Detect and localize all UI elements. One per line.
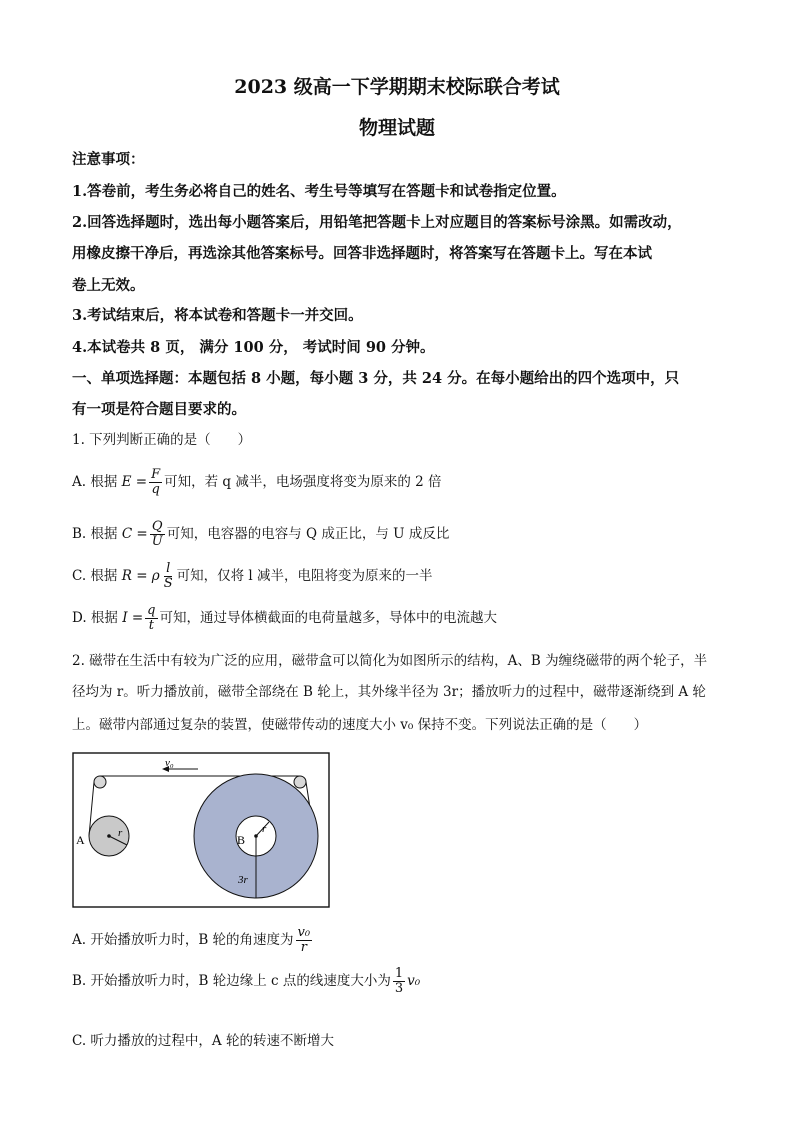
wheel-b-label: B xyxy=(237,833,246,847)
q1-d-fraction xyxy=(145,604,157,633)
q1-c-num: l xyxy=(166,561,171,576)
q2-a-text: A. 开始播放听力时，B 轮的角速度为 xyxy=(72,932,294,948)
wheel-a-label: A xyxy=(76,833,85,847)
q1-a-fraction xyxy=(149,468,162,497)
exam-subject: 物理试题 xyxy=(358,117,435,139)
q1-a-text: 可知，若 q 减半，电场强度将变为原来的 2 倍 xyxy=(164,474,442,490)
note-2-line-1: 2.回答选择题时，选出每小题答案后，用铅笔把答题卡上对应题目的答案标号涂黑。如需改动， xyxy=(72,214,682,231)
wheel-b-radius-label: r xyxy=(262,823,267,835)
right-guide-roller xyxy=(294,776,306,788)
notes-heading: 注意事项： xyxy=(72,151,145,168)
left-guide-roller xyxy=(94,776,106,788)
note-1: 1.答卷前，考生务必将自己的姓名、考生号等填写在答题卡和试卷指定位置。 xyxy=(72,183,566,200)
q1-c-fraction xyxy=(162,562,175,591)
q2-b-fraction xyxy=(393,967,405,996)
note-2-line-2: 用橡皮擦干净后，再选涂其他答案标号。回答非选择题时，将答案写在答题卡上。写在本试 xyxy=(72,245,652,262)
q1-c-lhs: R = ρ xyxy=(121,568,160,584)
q1-a-lhs: E = xyxy=(121,474,148,490)
tape-cassette-diagram xyxy=(72,752,330,908)
q1-d-text: 可知，通过导体横截面的电荷量越多，导体中的电流越大 xyxy=(159,610,497,626)
q1-b-prefix: B. 根据 xyxy=(72,526,118,542)
q1-b-lhs: C = xyxy=(121,526,148,542)
q1-b-text: 可知，电容器的电容与 Q 成正比，与 U 成反比 xyxy=(166,526,450,542)
q1-b-fraction xyxy=(150,520,165,549)
note-3: 3.考试结束后，将本试卷和答题卡一并交回。 xyxy=(72,307,363,324)
q1-d-den: t xyxy=(148,618,154,633)
q2-option-c: C. 听力播放的过程中，A 轮的转速不断增大 xyxy=(72,1033,334,1049)
section-1-line-2: 有一项是符合题目要求的。 xyxy=(72,401,246,418)
q1-a-num: F xyxy=(151,467,161,482)
q2-a-num: v₀ xyxy=(297,925,311,940)
q2-a-den: r xyxy=(300,940,307,955)
q1-a-den: q xyxy=(151,482,160,497)
q1-c-text: 可知，仅将 l 减半，电阻将变为原来的一半 xyxy=(176,568,433,584)
q2-a-fraction xyxy=(296,926,313,955)
q1-option-a xyxy=(72,468,724,497)
q1-c-prefix: C. 根据 xyxy=(72,568,118,584)
q1-option-b xyxy=(72,520,724,549)
q2-b-tail: v₀ xyxy=(407,973,421,989)
q1-option-d xyxy=(72,604,724,633)
q2-option-a xyxy=(72,926,724,955)
wheel-b-outer-radius-label: 3r xyxy=(238,874,248,886)
q1-d-lhs: I = xyxy=(122,610,144,626)
q2-stem-line-1: 2. 磁带在生活中有较为广泛的应用，磁带盒可以简化为如图所示的结构，A、B 为缠绕磁带的两个轮子，半 xyxy=(72,653,708,669)
q2-stem-line-3: 上。磁带内部通过复杂的装置，使磁带传动的速度大小 v₀ 保持不变。下列说法正确的是（ ） xyxy=(72,717,648,733)
q1-a-prefix: A. 根据 xyxy=(72,474,118,490)
q1-d-prefix: D. 根据 xyxy=(72,610,118,626)
q1-b-den: U xyxy=(151,534,163,549)
section-1-line-1: 一、单项选择题：本题包括 8 小题，每小题 3 分，共 24 分。在每小题给出的四个选项中，只 xyxy=(72,370,680,387)
velocity-label: v₀ xyxy=(165,757,174,769)
q2-stem-line-2: 径均为 r。听力播放前，磁带全部绕在 B 轮上，其外缘半径为 3r；播放听力的过程中，磁带逐渐绕到 A 轮 xyxy=(72,684,706,700)
q2-option-b xyxy=(72,967,724,996)
q2-b-num: 1 xyxy=(394,966,404,981)
q1-stem: 1. 下列判断正确的是（ ） xyxy=(72,432,252,448)
q1-c-den: S xyxy=(163,576,173,591)
q2-b-text: B. 开始播放听力时，B 轮边缘上 c 点的线速度大小为 xyxy=(72,973,391,989)
q1-option-c xyxy=(72,562,724,591)
q1-b-num: Q xyxy=(151,519,163,534)
wheel-a-radius-label: r xyxy=(118,827,123,839)
q2-b-den: 3 xyxy=(394,981,404,996)
exam-title: 2023 级高一下学期期末校际联合考试 xyxy=(234,76,560,98)
note-2-line-3: 卷上无效。 xyxy=(72,277,145,294)
note-4: 4.本试卷共 8 页， 满分 100 分， 考试时间 90 分钟。 xyxy=(72,339,435,356)
q1-d-num: q xyxy=(147,603,156,618)
